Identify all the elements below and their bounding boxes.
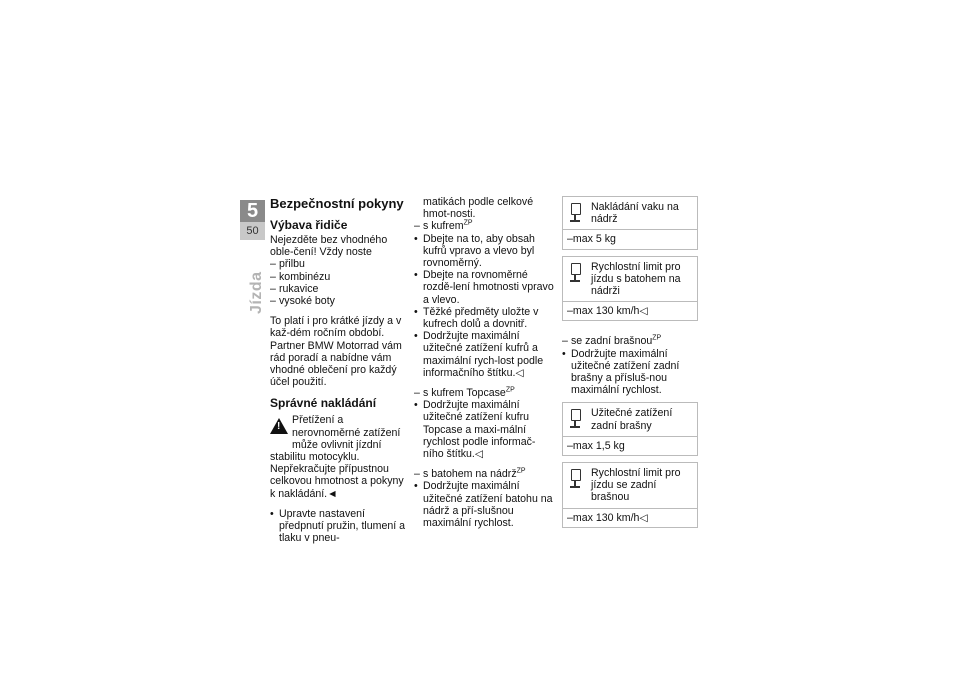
spec-box-rear-load	[562, 402, 698, 456]
warning-text: stabilitu motocyklu. Nepřekračujte přípustnou celkovou hmotnost a pokyny k nakládání.◄	[270, 451, 404, 500]
section-title: Bezpečnostní pokyny	[270, 196, 404, 211]
spec-box-tank-speed	[562, 256, 698, 322]
chapter-number: 5	[240, 200, 265, 222]
paragraph: To platí i pro krátké jízdy a v kaž-dém ročním období. Partner BMW Motorrad vám rád poradí a nabídne vám vhodné oblečení pro každý účel použití.	[270, 315, 402, 389]
spec-title: Rychlostní limit pro jízdu s batohem na nádrži	[591, 260, 681, 298]
list-item: • Těžké předměty uložte v kufrech dolů a dovnitř.	[414, 306, 556, 330]
list-item: • Dodržujte maximální užitečné zatížení zadní brašny a přísluš-nou maximální rychlost.	[562, 348, 698, 397]
page-number: 50	[240, 222, 265, 240]
spec-title: Nakládání vaku na nádrž	[591, 201, 679, 226]
spec-title: Rychlostní limit pro jízdu se zadní brašnou	[591, 467, 681, 504]
list-item: • Dodržujte maximální užitečné zatížení kufrů a maximální rych-lost podle informačního štítku.◁	[414, 330, 556, 379]
column-2	[414, 196, 556, 529]
list-item: – kombinézu	[270, 271, 408, 283]
list-item: – rukavice	[270, 283, 408, 295]
spec-box-rear-speed	[562, 462, 698, 528]
specification-icon	[571, 263, 581, 275]
bullet-list	[270, 508, 408, 545]
spec-value: – max 130 km/h◁	[563, 509, 697, 527]
list-item: • Dodržujte maximální užitečné zatížení batohu na nádrž a pří-slušnou maximální rychlost.	[414, 480, 556, 529]
warning-icon	[270, 418, 288, 434]
warning-block	[270, 414, 408, 451]
column-1	[270, 196, 408, 544]
list-item: • Upravte nastavení předpnutí pružin, tlumení a tlaku v pneu-	[270, 508, 408, 545]
subsection-rider-equipment: Výbava řidiče	[270, 218, 348, 232]
list-item: – vysoké boty	[270, 295, 408, 307]
list-item: • Dbejte na rovnoměrné rozdě-lení hmotnosti vpravo a vlevo.	[414, 269, 556, 306]
list-item: • Dodržujte maximální užitečné zatížení kufru Topcase a maxi-mální rychlost podle informač-ního štítku.◁	[414, 399, 556, 460]
rear-bullets	[562, 348, 698, 397]
list-item: – přilbu	[270, 258, 408, 270]
case-bullets	[414, 233, 556, 379]
subsection-loading: Správné nakládání	[270, 396, 377, 411]
specification-icon	[571, 409, 581, 421]
specification-icon	[571, 469, 581, 481]
spec-title: Užitečné zatížení zadní brašny	[591, 407, 673, 432]
spec-value: – max 130 km/h◁	[563, 302, 697, 320]
continued-text: matikách podle celkové hmot-nosti.	[423, 196, 534, 221]
intro-text: Nejezděte bez vhodného oble-čení! Vždy noste	[270, 234, 388, 259]
list-item: – s kufrem Topcase$^{ZP}$	[414, 387, 556, 399]
chapter-tab-label: Jízda	[248, 271, 265, 314]
list-item: – s batohem na nádrž$^{ZP}$	[414, 468, 556, 480]
column-3	[562, 196, 698, 534]
spec-box-tank-load	[562, 196, 698, 250]
topcase-bullets	[414, 399, 556, 460]
list-item: – se zadní brašnou$^{ZP}$	[562, 335, 698, 347]
rear-label-list	[562, 335, 698, 347]
list-item: – s kufrem$^{ZP}$	[414, 220, 556, 232]
spec-value: – max 1,5 kg	[563, 437, 697, 455]
tank-bullets	[414, 480, 556, 529]
gear-list	[270, 258, 408, 307]
case-label-list	[414, 220, 556, 232]
list-item: • Dbejte na to, aby obsah kufrů vpravo a vlevo byl rovnoměrný.	[414, 233, 556, 270]
topcase-label-list	[414, 387, 556, 399]
warning-lead: Přetížení a nerovnoměrné zatížení může ovlivnit jízdní	[292, 414, 401, 451]
tank-label-list	[414, 468, 556, 480]
specification-icon	[571, 203, 581, 215]
spec-value: – max 5 kg	[563, 230, 697, 248]
